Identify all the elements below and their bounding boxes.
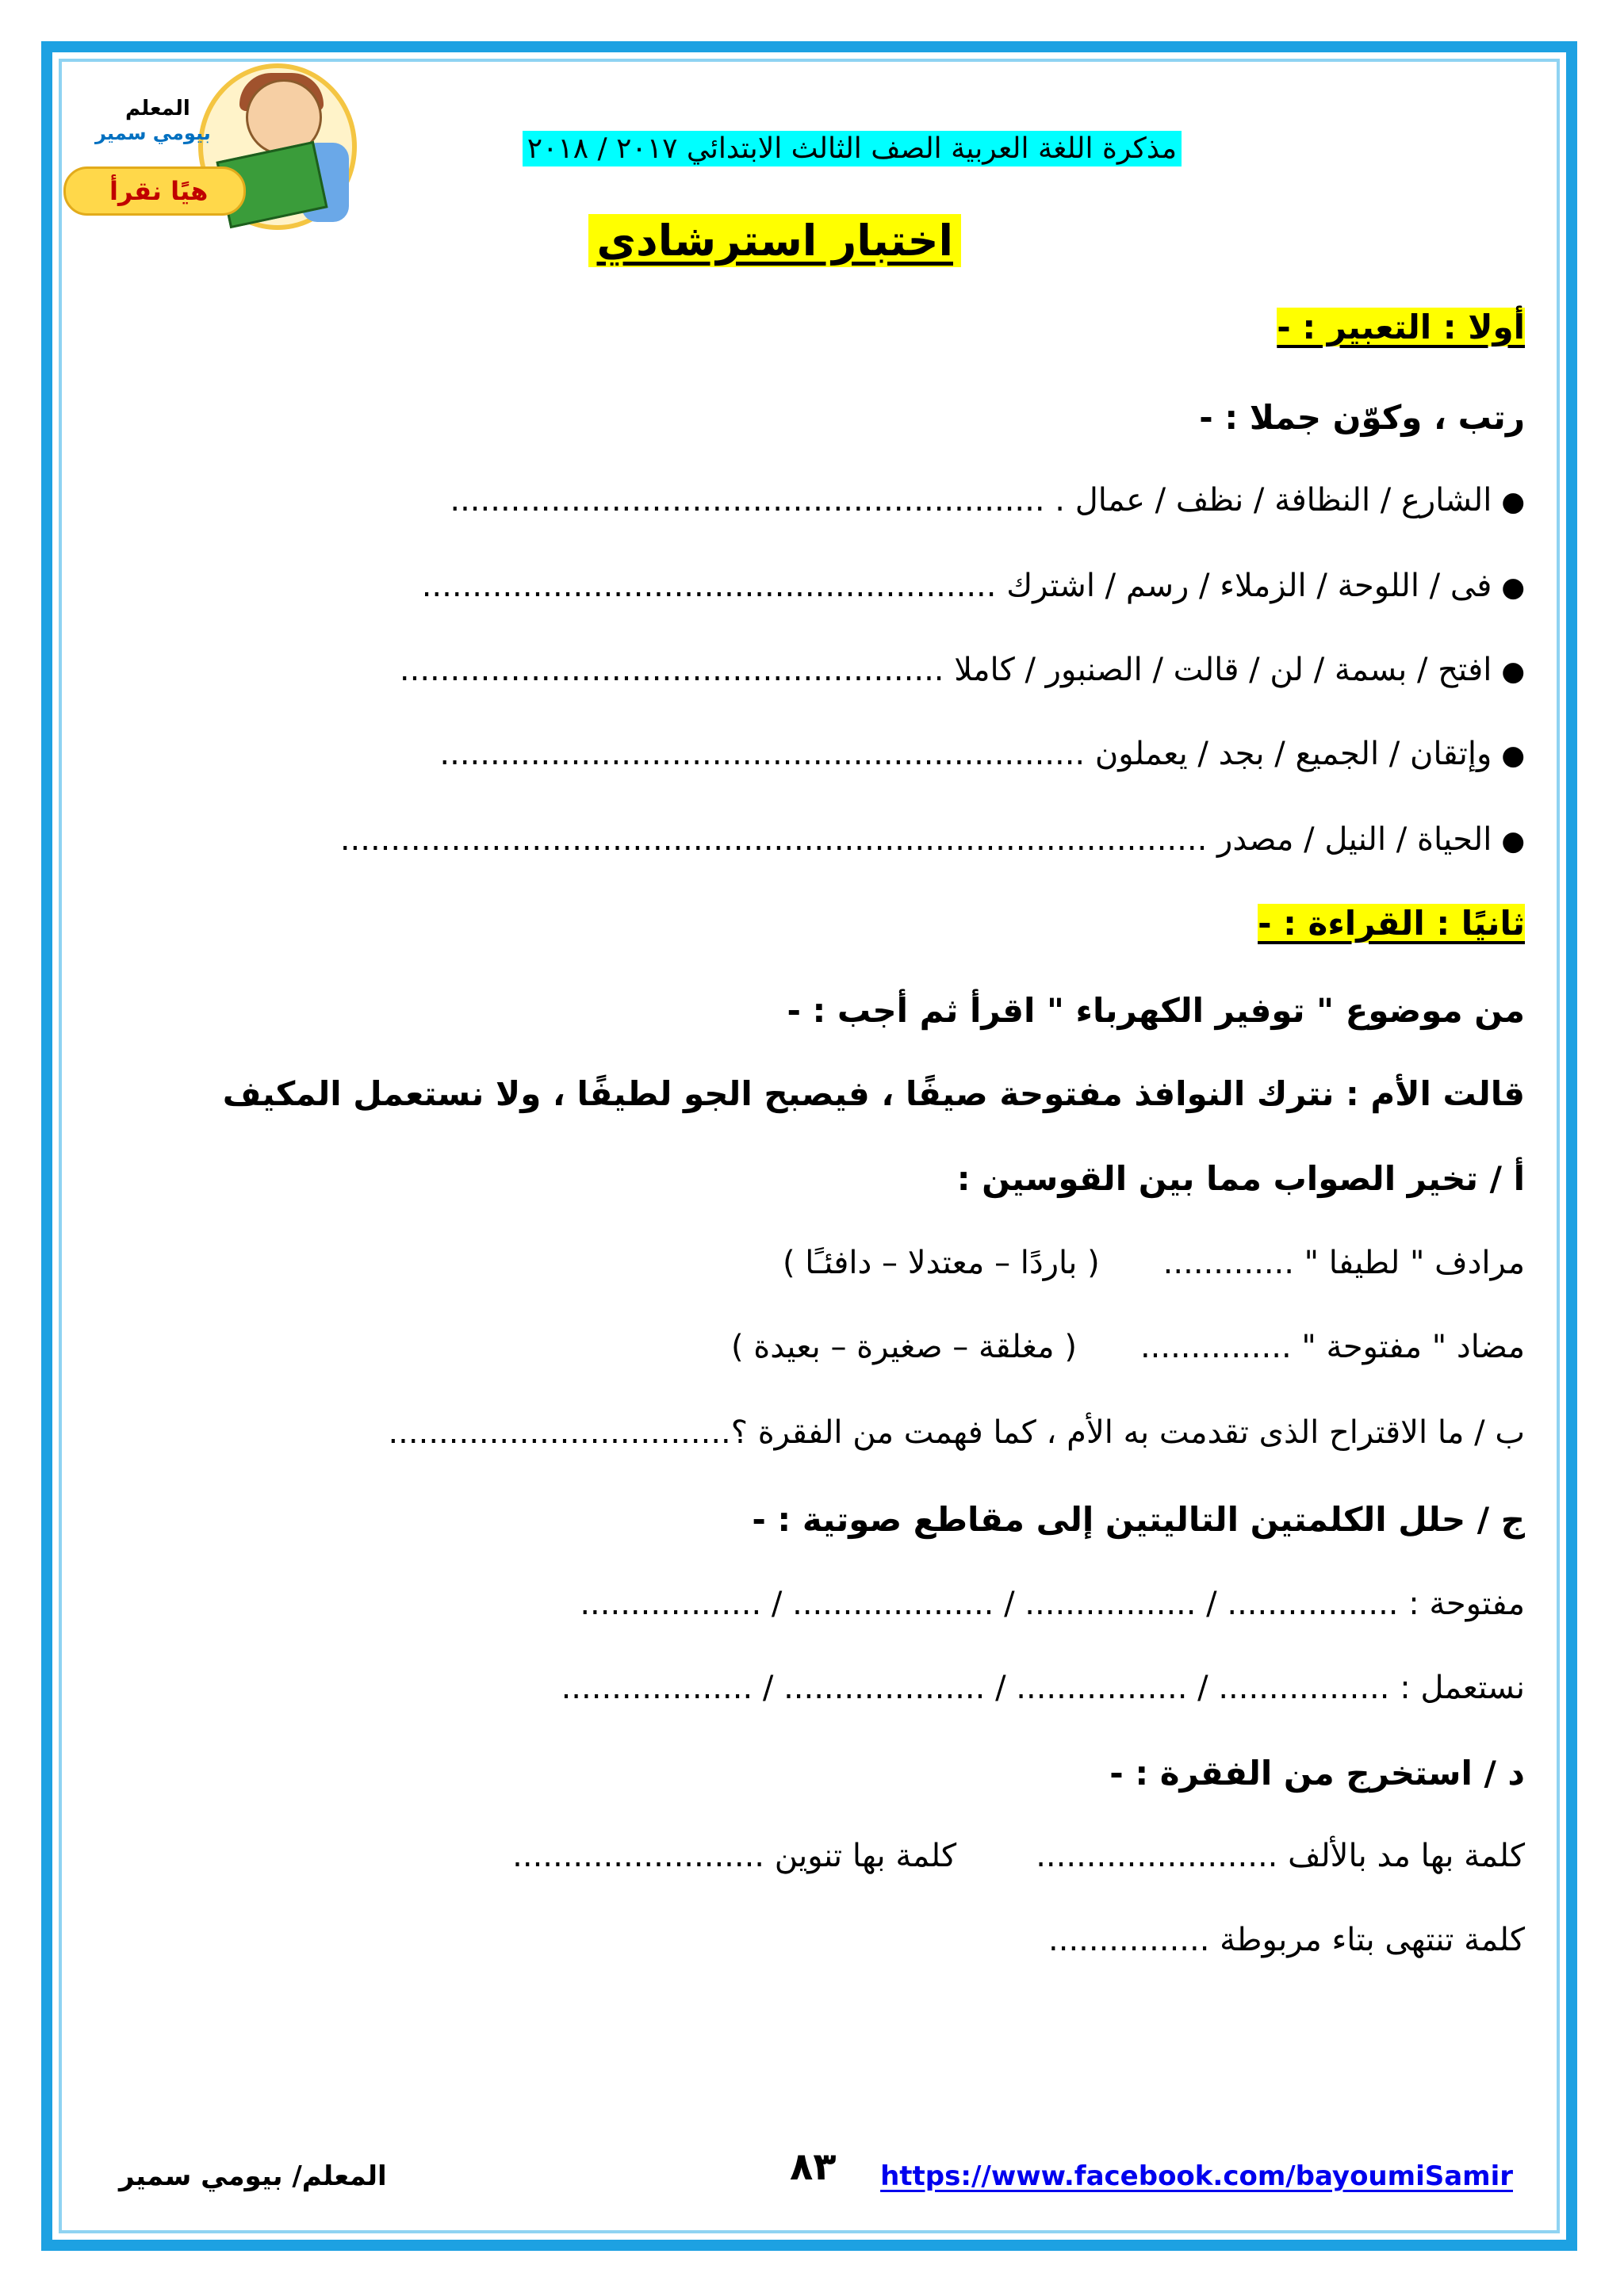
question-d-item: كلمة بها تنوين ......................... [512,1838,957,1874]
question-a-row [731,1329,1525,1365]
document-subtitle: مذكرة اللغة العربية الصف الثالث الابتدائي ٢٠١٧ / ٢٠١٨ [523,131,1182,166]
list-item [400,652,1525,688]
question-c-label: ج / حلل الكلمتين التاليتين إلى مقاطع صوتية : - [752,1500,1525,1539]
question-a-choices: ( مغلقة – صغيرة – بعيدة ) [730,1329,1077,1365]
question-b: ب / ما الاقتراح الذى تقدمت به الأم ، كما فهمت من الفقرة ؟.................................. [388,1414,1525,1451]
question-d-item: كلمة بها مد بالألف ........................ [1036,1838,1525,1874]
section-heading-expression: أولا : التعبير : - [1277,308,1525,346]
question-a-prompt: مرادف " لطيفا " ............. [1162,1245,1525,1281]
list-item [340,821,1525,858]
item-words: افتح / بسمة / لن / قالت / الصنبور / كاملا [954,652,1492,688]
list-item [422,568,1525,604]
answer-dots: ...................................................................................... [339,821,1208,858]
list-item [450,482,1525,519]
logo-teacher-label: المعلم [125,97,190,121]
question-c-row: مفتوحة : ................. / ................. / .................... / .................. [580,1586,1525,1622]
drop-bullet-icon: ● [1501,486,1525,518]
item-words: فى / اللوحة / الزملاء / رسم / اشترك [1006,568,1492,604]
page-border-inner [59,59,1560,2233]
logo-badge [63,63,365,238]
list-item [439,736,1525,772]
question-a-row [783,1245,1525,1281]
reading-passage: قالت الأم : نترك النوافذ مفتوحة صيفًا ، فيصبح الجو لطيفًا ، ولا نستعمل المكيف [222,1074,1525,1113]
answer-dots: ........................................................... [450,482,1045,519]
answer-dots: ......................................................... [421,568,997,604]
drop-bullet-icon: ● [1501,825,1525,857]
item-words: الحياة / النيل / مصدر [1217,821,1492,858]
question-d-label: د / استخرج من الفقرة : - [1109,1754,1525,1793]
logo-teacher-name: بيومي سمير [95,122,211,144]
facebook-link[interactable]: https://www.facebook.com/bayoumiSamir [880,2160,1513,2192]
item-words: الشارع / النظافة / نظف / عمال . [1055,482,1492,519]
question-d-row: كلمة تنتهى بتاء مربوطة ................ [1048,1922,1525,1958]
question-a-label: أ / تخير الصواب مما بين القوسين : [956,1159,1525,1198]
page-title: اختبار استرشادي [588,214,961,267]
logo-slogan: هيًا نقرأ [109,176,209,206]
footer-teacher: المعلم/ بيومي سمير [119,2160,387,2192]
question-a-choices: ( باردًا – معتدلا – دافئـًا ) [782,1245,1100,1281]
section-heading-reading: ثانيًا : القراءة : - [1258,904,1525,943]
answer-dots: ................................................................ [439,736,1086,772]
section-instruction: رتب ، وكوّن جملا : - [1199,398,1525,437]
drop-bullet-icon: ● [1501,656,1525,687]
question-c-row: نستعمل : ................. / ................. / .................... / ................... [561,1670,1525,1706]
question-d-row [512,1838,1525,1874]
drop-bullet-icon: ● [1501,740,1525,771]
drop-bullet-icon: ● [1501,572,1525,603]
item-words: وإتقان / الجميع / بجد / يعملون [1094,736,1492,772]
page-number: ٨٣ [790,2145,837,2189]
answer-dots: ...................................................... [399,652,944,688]
question-a-prompt: مضاد " مفتوحة " ............... [1139,1329,1525,1365]
reading-topic: من موضوع " توفير الكهرباء " اقرأ ثم أجب : - [787,991,1525,1030]
